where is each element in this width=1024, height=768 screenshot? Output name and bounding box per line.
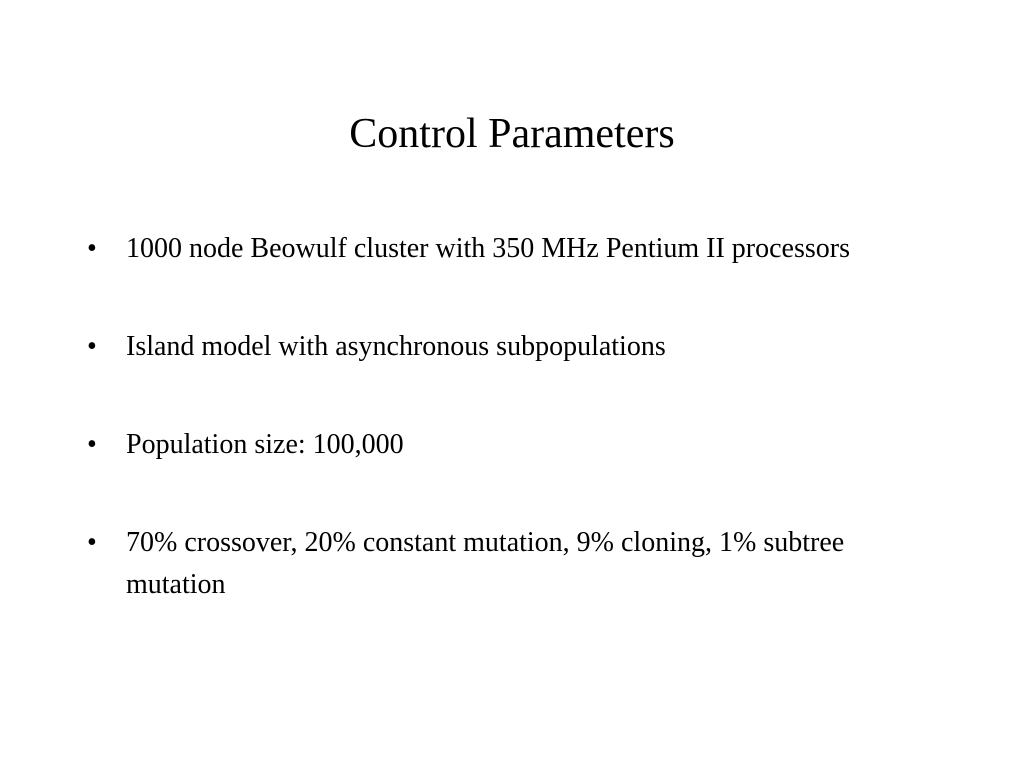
bullet-item <box>87 424 907 466</box>
bullet-item <box>87 522 907 606</box>
bullet-dot-icon: • <box>87 527 97 558</box>
bullet-text: 1000 node Beowulf cluster with 350 MHz Pentium II processors <box>126 233 850 264</box>
bullet-dot-icon: • <box>87 429 97 460</box>
slide-title: Control Parameters <box>349 111 675 157</box>
bullet-dot-icon: • <box>87 233 97 264</box>
bullet-text: 70% crossover, 20% constant mutation, 9% cloning, 1% subtree mutation <box>126 527 845 600</box>
bullet-list <box>87 228 907 662</box>
bullet-text: Population size: 100,000 <box>126 429 404 460</box>
bullet-text: Island model with asynchronous subpopulations <box>126 331 666 362</box>
bullet-item <box>87 326 907 368</box>
bullet-item <box>87 228 907 270</box>
bullet-dot-icon: • <box>87 331 97 362</box>
